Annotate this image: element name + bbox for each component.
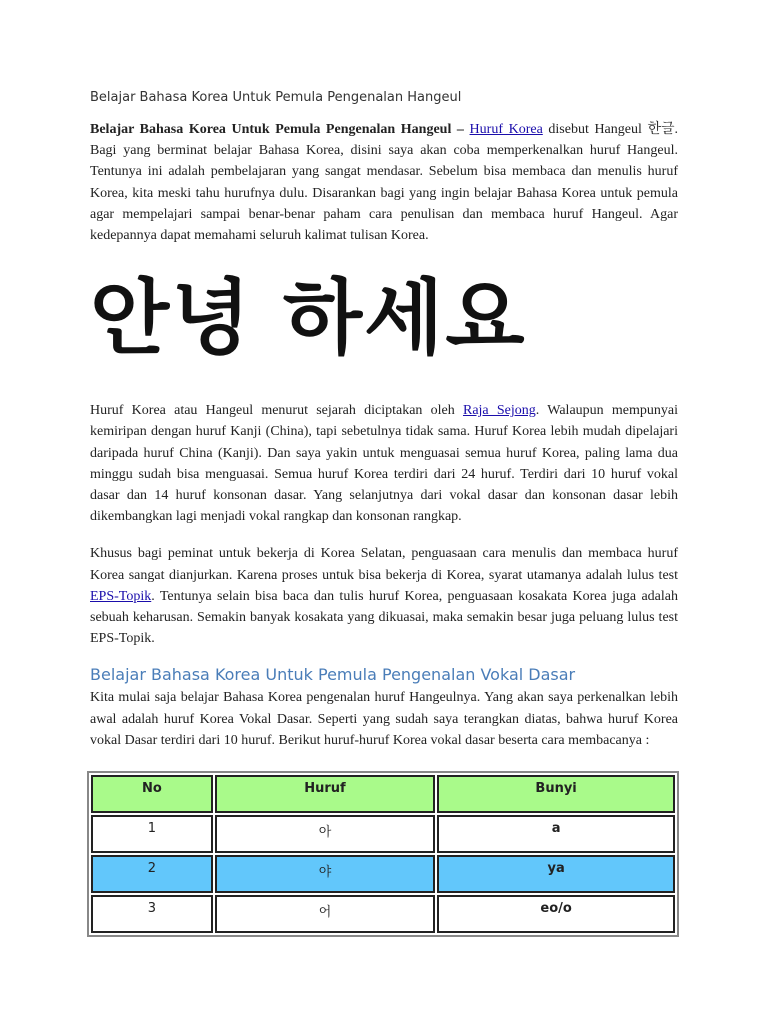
- section-heading: Belajar Bahasa Korea Untuk Pemula Pengenalan Vokal Dasar: [90, 665, 576, 685]
- huruf-korea-link[interactable]: Huruf Korea: [469, 122, 543, 137]
- intro-paragraph: [90, 119, 678, 246]
- annyeonghaseyo-image: 안녕 하세요: [90, 271, 527, 367]
- table-header-row: [91, 775, 675, 813]
- history-text-2: . Walaupun mempunyai kemiripan dengan huruf Kanji (China), tapi sebetulnya tidak sama. Huruf Korea lebih mudah dipelajari daripada huruf China (Kanji). Dan saya yakin untuk menguasai semua huruf Korea, paling lama dua minggu sudah bisa menguasai. Semua huruf Korea terdiri dari 24 huruf. Terdiri dari 10 huruf vokal dasar dan 14 huruf konsonan dasar. Yang selanjutnya dari vokal dasar dan konsonan dasar lebih dikembangkan lagi menjadi vokal rangkap dan konsonan rangkap.: [90, 403, 678, 525]
- cell-huruf: 야: [215, 855, 435, 893]
- history-paragraph: [90, 400, 678, 527]
- eps-text-1: Khusus bagi peminat untuk bekerja di Korea Selatan, penguasaan cara menulis dan membaca huruf Korea sangat dianjurkan. Karena proses untuk bisa bekerja di Korea, syarat utamanya adalah lulus test: [90, 546, 678, 583]
- cell-no: 3: [91, 895, 213, 933]
- history-text-1: Huruf Korea atau Hangeul menurut sejarah diciptakan oleh: [90, 403, 463, 419]
- table-row: [91, 815, 675, 853]
- cell-no: 2: [91, 855, 213, 893]
- intro-bold-lead: Belajar Bahasa Korea Untuk Pemula Pengenalan Hangeul –: [90, 122, 464, 137]
- header-no: No: [91, 775, 213, 813]
- eps-text-2: . Tentunya selain bisa baca dan tulis huruf Korea, penguasaan kosakata Korea juga adalah sebuah keharusan. Semakin banyak kosakata yang dikuasai, maka semakin besar juga peluang lulus test EPS-Topik.: [90, 588, 678, 647]
- eps-paragraph: [90, 543, 678, 649]
- document-title: Belajar Bahasa Korea Untuk Pemula Pengenalan Hangeul: [90, 90, 462, 105]
- cell-no: 1: [91, 815, 213, 853]
- vokal-paragraph: Kita mulai saja belajar Bahasa Korea pengenalan huruf Hangeulnya. Yang akan saya perkenalkan lebih awal adalah huruf Korea Vokal Dasar. Seperti yang sudah saya terangkan diatas, bahwa huruf Korea vokal Dasar terdiri dari 10 huruf. Berikut huruf-huruf Korea vokal dasar beserta cara membacanya :: [90, 690, 678, 748]
- table-row: [91, 895, 675, 933]
- cell-bunyi: a: [437, 815, 675, 853]
- cell-huruf: 아: [215, 815, 435, 853]
- cell-bunyi: eo/o: [437, 895, 675, 933]
- cell-bunyi: ya: [437, 855, 675, 893]
- header-huruf: Huruf: [215, 775, 435, 813]
- raja-sejong-link[interactable]: Raja Sejong: [462, 403, 536, 419]
- document-page: [90, 90, 678, 937]
- vokal-table: [87, 771, 679, 937]
- header-bunyi: Bunyi: [437, 775, 675, 813]
- intro-text: disebut Hangeul 한글. Bagi yang berminat belajar Bahasa Korea, disini saya akan coba memperkenalkan huruf Hangeul. Tentunya ini adalah pembelajaran yang sangat mendasar. Sebelum bisa membaca dan menulis huruf Korea, kita meski tahu hurufnya dulu. Disarankan bagi yang ingin belajar Bahasa Korea untuk pemula agar mempelajari sampai benar-benar paham cara penulisan dan membaca huruf Hangeul. Agar kedepannya dapat memahami seluruh kalimat tulisan Korea.: [90, 122, 679, 244]
- eps-topik-link[interactable]: EPS-Topik: [90, 588, 152, 604]
- cell-huruf: 어: [215, 895, 435, 933]
- table-row: [91, 855, 675, 893]
